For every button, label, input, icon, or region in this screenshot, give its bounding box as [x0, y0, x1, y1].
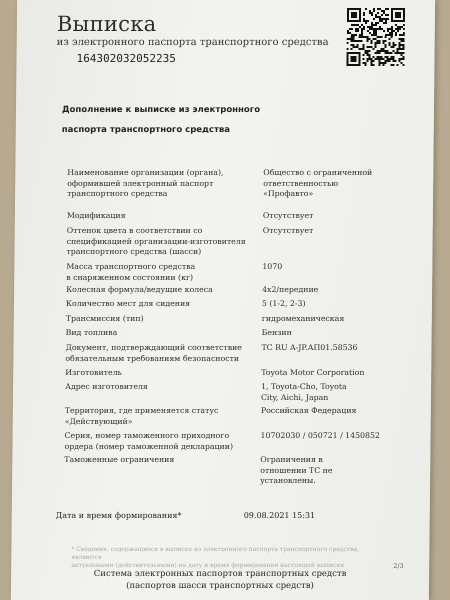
- date-value: 09.08.2021 15:31: [243, 511, 316, 520]
- page-number: 2/3: [393, 562, 404, 570]
- field-label-line: Наименование организации (органа),: [67, 168, 224, 177]
- field-value-line: City, Aichi, Japan: [260, 392, 329, 402]
- field-label-line: Масса транспортного средства: [66, 262, 196, 271]
- field-value: [263, 226, 383, 237]
- field-value-line: гидромеханическая: [261, 314, 345, 323]
- field-value-line: Российская Федерация: [260, 406, 357, 415]
- field-label: [66, 285, 256, 296]
- footer-line2: (паспортов шасси транспортных средств): [126, 581, 314, 591]
- field-value: [261, 343, 381, 354]
- system-footer: [11, 568, 429, 592]
- field-value-line: Отсутствует: [262, 211, 314, 220]
- field-label-line: Адрес изготовителя: [65, 382, 148, 391]
- field-label-line: Территория, где применяется статус: [64, 406, 219, 415]
- field-value: [261, 431, 381, 442]
- field-label-line: Количество мест для сидения: [65, 299, 191, 308]
- field-label-line: Документ, подтверждающий соответствие: [65, 343, 242, 352]
- document-title: Выписка: [56, 12, 157, 36]
- field-label-line: Колесная формула/ведущие колеса: [66, 285, 213, 294]
- field-value: [263, 211, 383, 222]
- field-label: [67, 211, 257, 222]
- field-label-line: Модификация: [66, 211, 126, 220]
- field-label: [64, 455, 254, 466]
- field-value: [263, 168, 383, 200]
- field-value-line: 1070: [262, 262, 283, 271]
- field-value-line: Бензин: [261, 328, 292, 337]
- field-label-line: Вид топлива: [65, 328, 118, 337]
- field-value-line: 1, Toyota-Cho, Toyota: [261, 382, 347, 391]
- document-subtitle: из электронного паспорта транспортного средства: [56, 37, 329, 48]
- field-value: [260, 455, 380, 487]
- field-label-line: в снаряженном состоянии (кг): [66, 272, 194, 282]
- field-label: [64, 431, 254, 452]
- date-label: Дата и время формирования*: [55, 511, 182, 520]
- field-label: [65, 382, 255, 393]
- field-value-line: 4x2/передние: [262, 285, 319, 294]
- field-label-line: транспортного средства (шасси): [66, 247, 202, 256]
- field-label: [66, 299, 256, 310]
- field-label: [65, 343, 255, 364]
- field-label-line: Таможенные ограничения: [64, 455, 175, 464]
- field-label-line: «Действующий»: [64, 416, 133, 426]
- field-label: [66, 226, 256, 258]
- field-value: [262, 285, 382, 296]
- field-value: [261, 406, 381, 417]
- field-value-line: Отсутствует: [262, 226, 314, 235]
- field-label-line: Серия, номер таможенного приходного: [64, 431, 230, 440]
- field-label-line: транспортного средства: [67, 189, 168, 198]
- field-value-line: ответственностью «Профавто»: [263, 178, 339, 198]
- field-label: [66, 328, 256, 339]
- field-label-line: Трансмиссия (тип): [65, 314, 144, 323]
- document-number: 164302032052235: [76, 52, 176, 65]
- field-value-line: Ограничения в: [260, 455, 323, 464]
- field-value-line: ТС RU A-JP.АП01.58536: [261, 343, 358, 352]
- field-label-line: спецификацией организации-изготовителя: [66, 236, 246, 246]
- footer-line1: Система электронных паспортов транспортных средств: [93, 569, 347, 579]
- field-label: [66, 314, 256, 325]
- field-value: [261, 368, 381, 379]
- footnote: [71, 546, 371, 570]
- field-label: [65, 368, 255, 379]
- field-value: [262, 262, 382, 273]
- field-label-line: ордера (номер таможенной декларации): [64, 441, 234, 451]
- supplement-title-line2: паспорта транспортного средства: [61, 125, 231, 135]
- field-value-line: Toyota Motor Corporation: [261, 368, 365, 377]
- field-value: [262, 314, 382, 325]
- footnote-line: актуальными (действительными) на дату и время формирования настоящей выписки: [71, 562, 345, 569]
- field-value: [261, 382, 381, 403]
- field-label-line: Изготовитель: [65, 368, 122, 377]
- field-value-line: отношении ТС не: [260, 465, 333, 475]
- field-value: [262, 328, 382, 339]
- document-sheet: [11, 0, 435, 600]
- field-value-line: 10702030 / 050721 / 1450852: [260, 431, 380, 440]
- field-label-line: Оттенок цвета в соответствии со: [66, 226, 203, 235]
- field-label-line: обязательным требованиям безопасности: [65, 353, 240, 363]
- field-label: [65, 406, 255, 427]
- supplement-title: [62, 100, 322, 140]
- field-label-line: оформившей электронный паспорт: [67, 178, 214, 188]
- field-value-line: установлены.: [260, 476, 316, 485]
- field-label: [66, 262, 256, 283]
- field-label: [67, 168, 257, 200]
- field-value-line: 5 (1-2, 2-3): [261, 299, 306, 308]
- qr-code: [346, 8, 405, 66]
- supplement-title-line1: Дополнение к выписке из электронного: [61, 105, 261, 115]
- field-value: [262, 299, 382, 310]
- field-value-line: Общество с ограниченной: [263, 168, 373, 177]
- footnote-line: * Сведения, содержащиеся в выписке из электронного паспорта транспортного средства, являются: [71, 546, 360, 561]
